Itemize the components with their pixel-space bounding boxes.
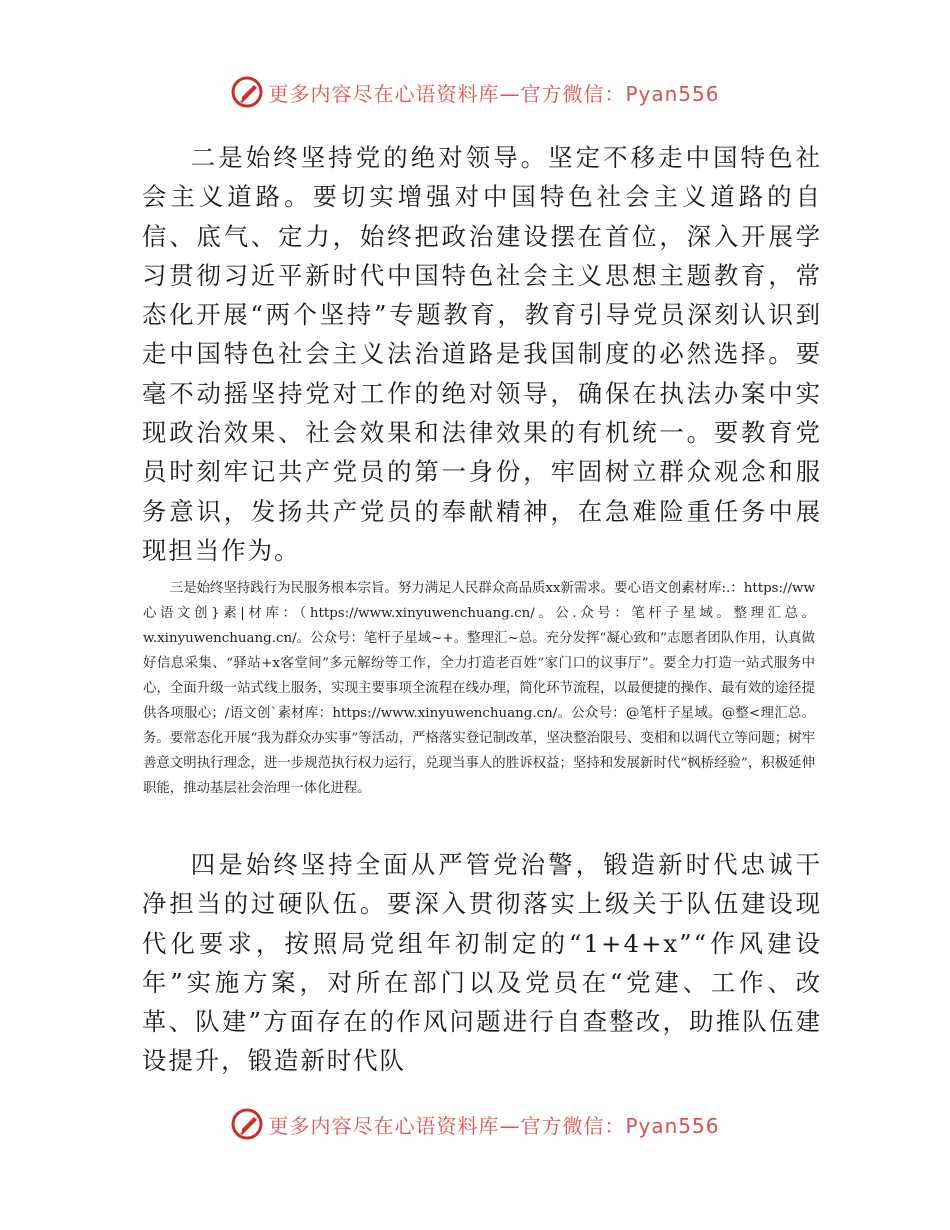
pen-circle-logo-icon — [230, 1107, 264, 1141]
paragraph-4: 四是始终坚持全面从严管党治警，锻造新时代忠诚干净担当的过硬队伍。要深入贯彻落实上级关于队伍建设现代化要求，按照局党组年初制定的“1+4+x”“作风建设年”实施方案，对所在部门以及党员在“党建、工作、改革、队建”方面存在的作风问题进行自查整改，助推队伍建设提升，锻造新时代队 — [142, 850, 822, 1076]
pen-circle-logo-icon — [230, 75, 264, 109]
paragraph-2: 二是始终坚持党的绝对领导。坚定不移走中国特色社会主义道路。要切实增强对中国特色社会主义道路的自信、底气、定力，始终把政治建设摆在首位，深入开展学习贯彻习近平新时代中国特色社会主义思想主题教育，常态化开展“两个坚持”专题教育，教育引导党员深刻认识到走中国特色社会主义法治道路是我国制度的必然选择。要毫不动摇坚持党对工作的绝对领导，确保在执法办案中实现政治效果、社会效果和法律效果的有机统一。要教育党员时刻牢记共产党员的第一身份，牢固树立群众观念和服务意识，发扬共产党员的奉献精神，在急难险重任务中展现担当作为。 — [142, 143, 822, 565]
banner-text: 更多内容尽在心语资料库—官方微信：Pyan556 — [268, 1113, 720, 1138]
banner-text: 更多内容尽在心语资料库—官方微信：Pyan556 — [268, 81, 720, 106]
paragraph-3: 三是始终坚持践行为民服务根本宗旨。努力满足人民群众高品质xx新需求。要心语文创素材库:.：https://ww心语文创}素|材库：（https://www.xinyuwenchuang.cn/。公.众号：笔杆子星域。整理汇总。w.xinyuwenchuang.cn/。公众号：笔杆子星域~+。整理汇~总。充分发挥“凝心致和”志愿者团队作用，认真做好信息采集、“驿站+x客堂间”多元解纷等工作，全力打造老百姓“家门口的议事厅”。要全力打造一站式服务中心，全面升级一站式线上服务，实现主要事项全流程在线办理，简化环节流程，以最便捷的操作、最有效的途径提供各项服心；/语文创`素材库：https://www.xinyuwenchuang.cn/。公众号：@笔杆子星域。@整<理汇总。务。要常态化开展“我为群众办实事”等活动，严格落实登记制改革，坚决整治限号、变相和以调代立等问题；树牢善意文明执行理念，进一步规范执行权力运行，兑现当事人的胜诉权益；坚持和发展新时代“枫桥经验”，积极延伸职能，推动基层社会治理一体化进程。 — [143, 581, 815, 796]
footer-banner — [0, 1104, 950, 1144]
header-banner — [0, 72, 950, 112]
